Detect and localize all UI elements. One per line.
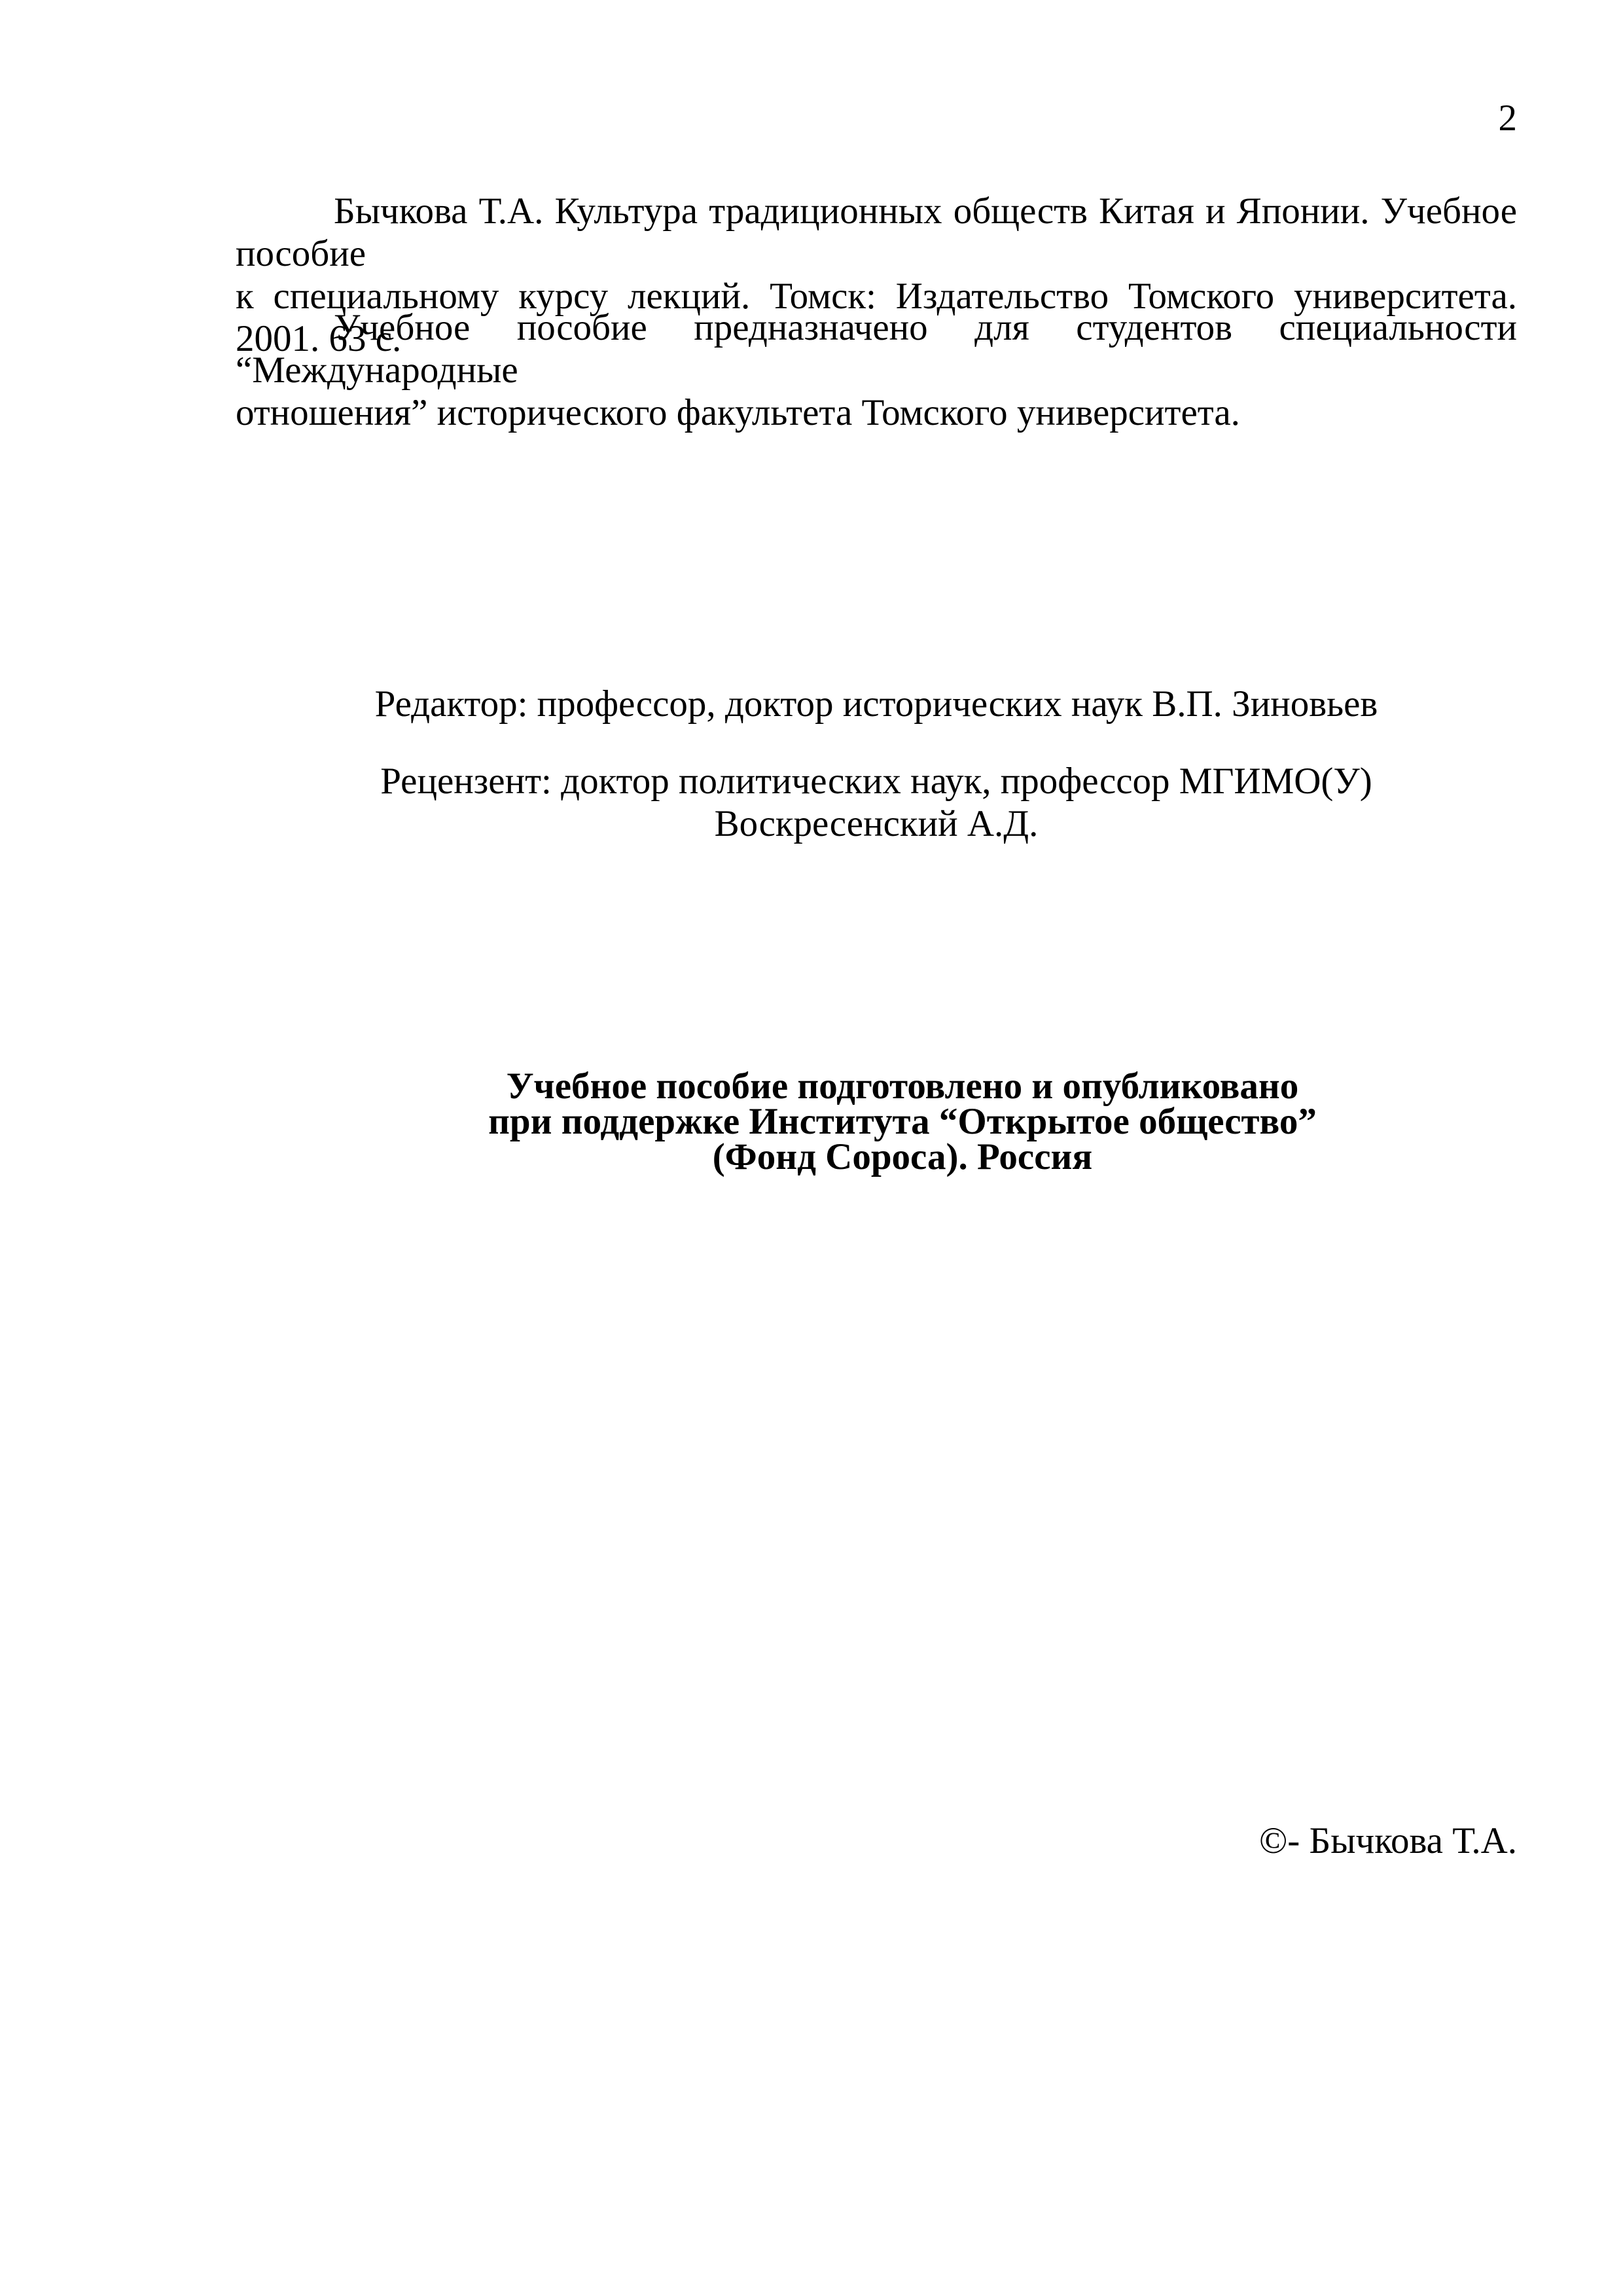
page-number: 2 xyxy=(1498,98,1517,139)
support-notice-line-3: (Фонд Сороса). Россия xyxy=(712,1136,1093,1177)
copyright-notice: ©- Бычкова Т.А. xyxy=(1258,1820,1517,1861)
support-notice xyxy=(288,1066,1517,1177)
reviewer-line-1: Рецензент: доктор политических наук, профессор МГИМО(У) xyxy=(380,761,1372,802)
bibliographic-entry-line-2: к специальному курсу лекций. Томск: Издательство Томского университета. 2001. 63 с. xyxy=(236,276,1517,359)
editor-credit: Редактор: профессор, доктор исторических наук В.П. Зиновьев xyxy=(374,683,1378,725)
purpose-line-2: отношения” исторического факультета Томского университета. xyxy=(236,392,1240,433)
reviewer-credit xyxy=(236,760,1517,845)
support-notice-line-2: при поддержке Института “Открытое общество” xyxy=(488,1101,1317,1142)
purpose-paragraph xyxy=(236,306,1517,434)
bibliographic-entry-line-1: Бычкова Т.А. Культура традиционных обществ Китая и Японии. Учебное пособие xyxy=(236,190,1517,274)
reviewer-line-2: Воскресенский А.Д. xyxy=(714,803,1039,844)
purpose-line-1: Учебное пособие предназначено для студентов специальности “Международные xyxy=(236,307,1517,391)
support-notice-line-1: Учебное пособие подготовлено и опубликовано xyxy=(506,1066,1299,1107)
